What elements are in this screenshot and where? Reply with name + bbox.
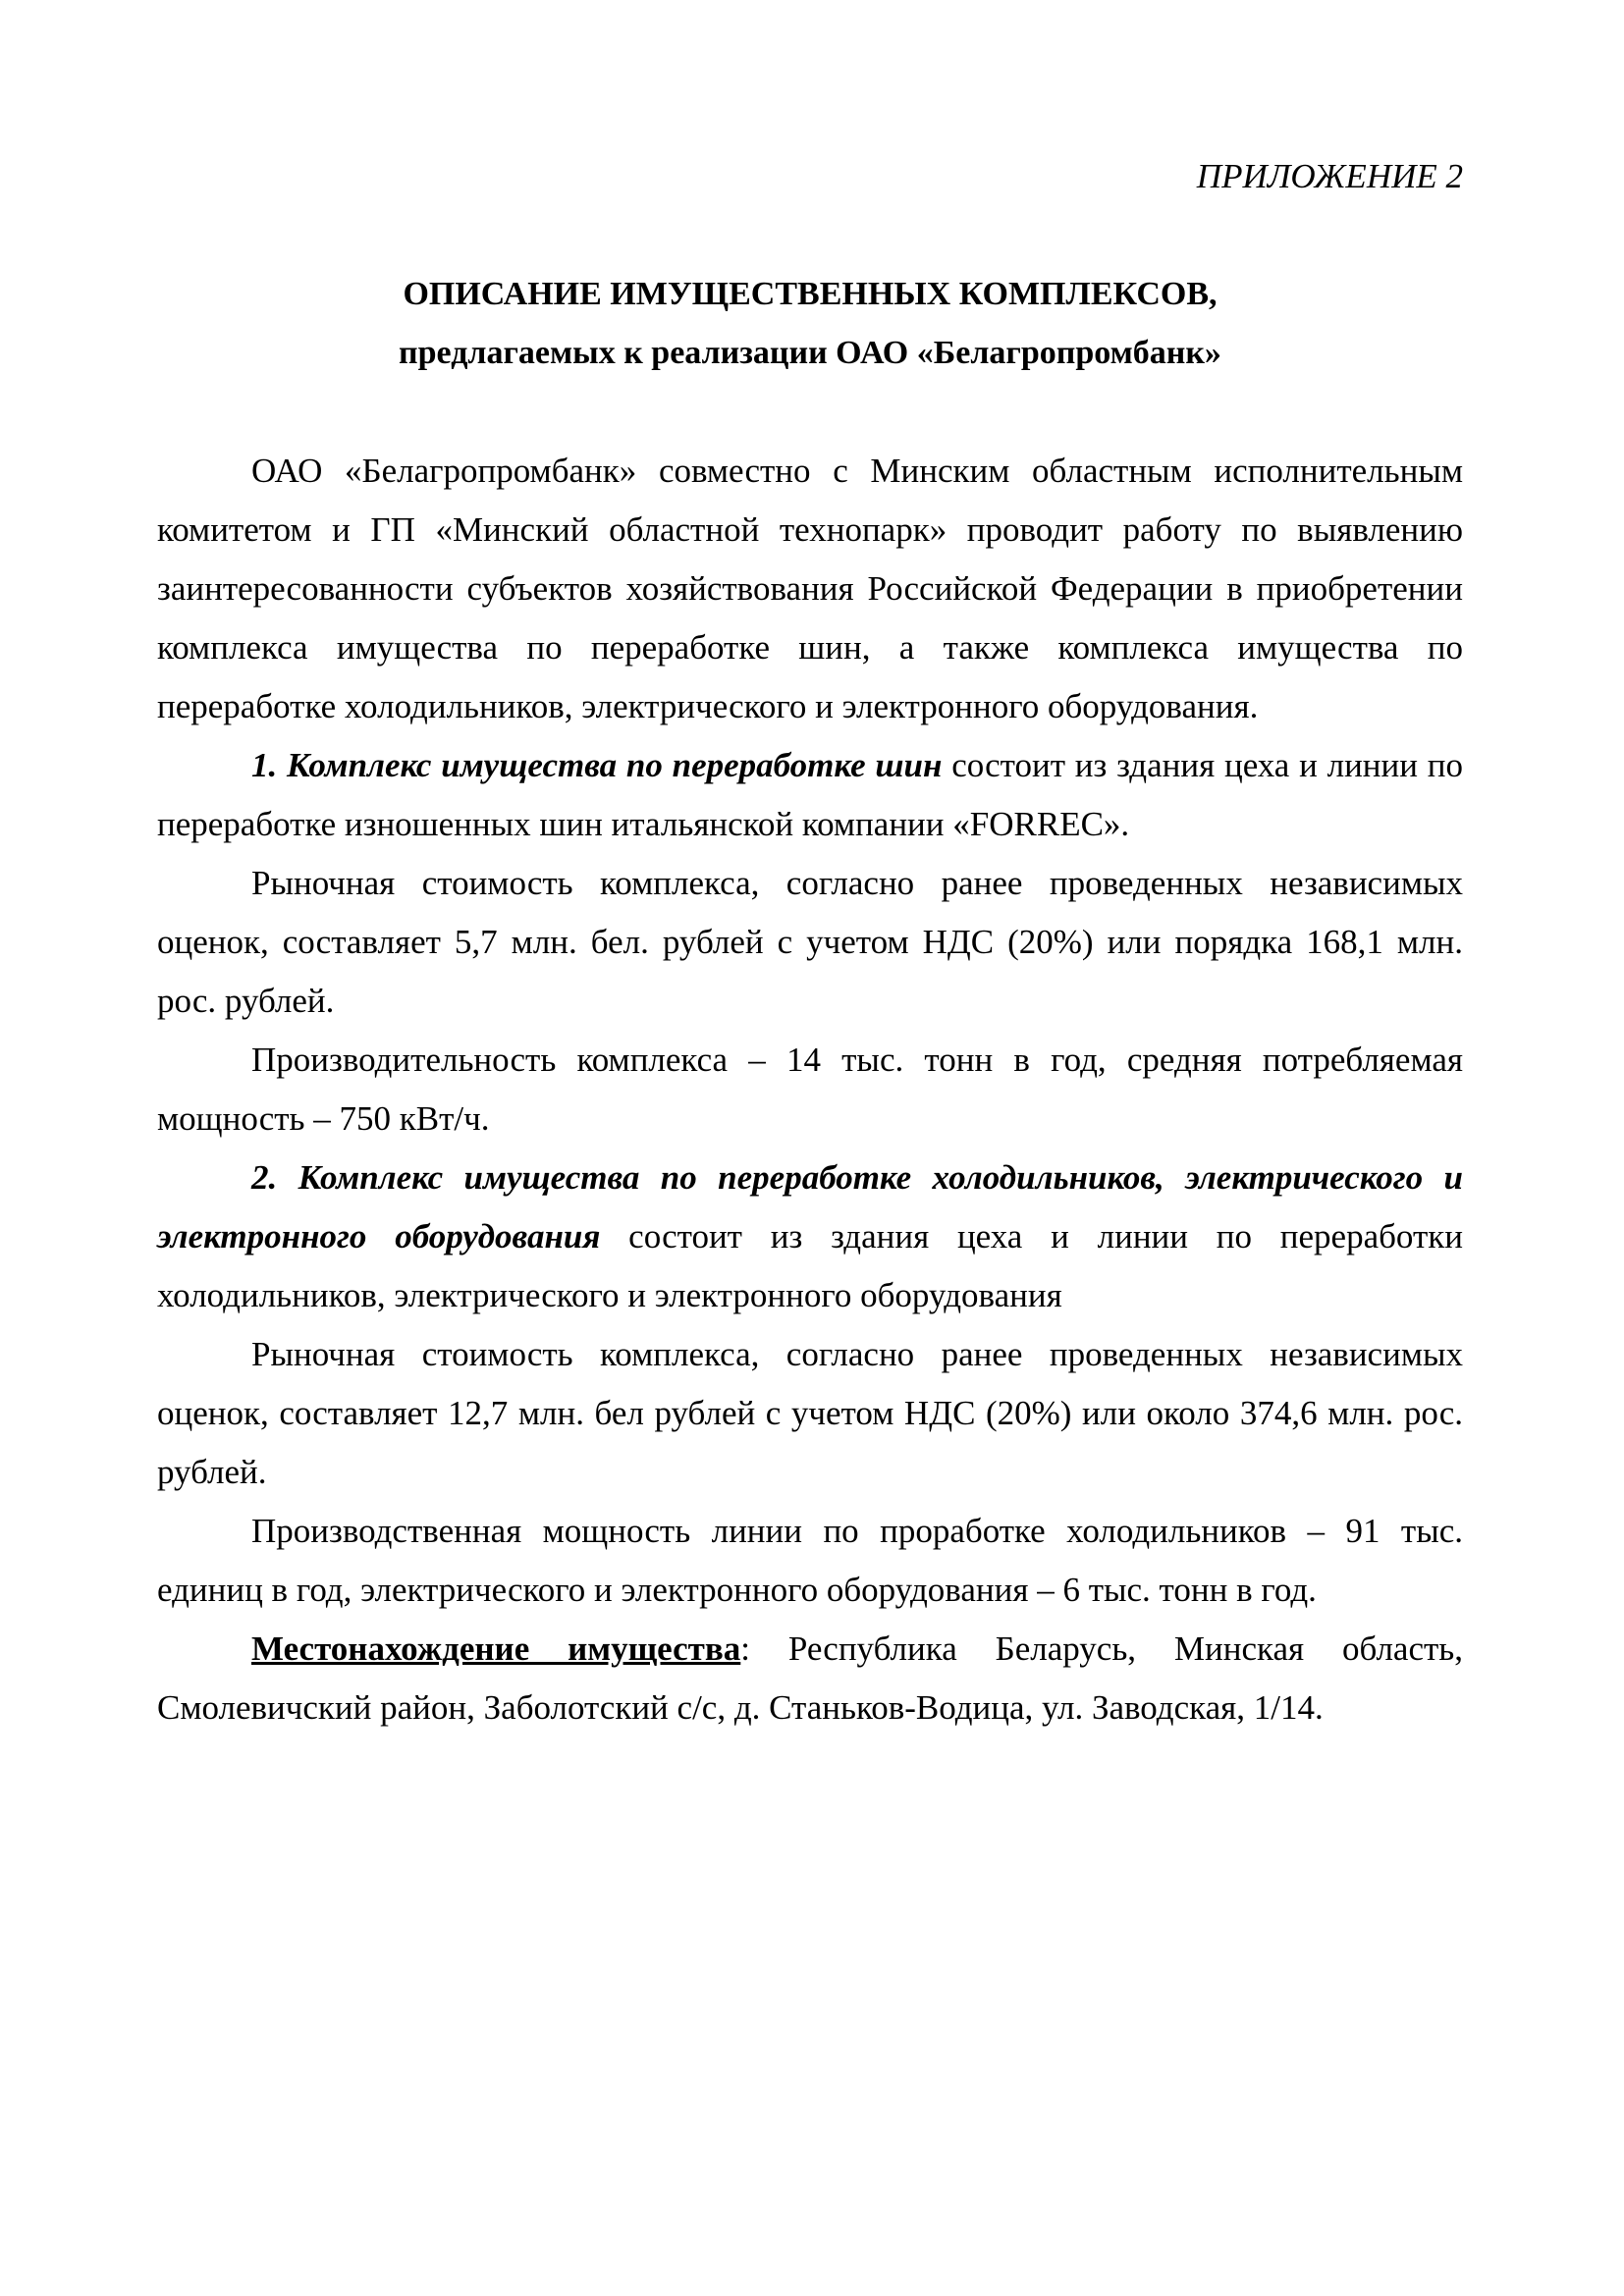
complex2-text: состоит из здания цеха и линии по переработки холодильников, электрического и электронного оборудования [157,1217,1464,1314]
document-subtitle: предлагаемых к реализации ОАО «Белагропромбанк» [399,335,1221,371]
complex1-text: состоит из здания цеха и линии по переработке изношенных шин итальянской компании «FORREC». [157,746,1464,843]
complex2-heading: 2. Комплекс имущества по переработке холодильников, электрического и электронного оборудования [157,1158,1463,1255]
location-label: Местонахождение имущества [251,1629,741,1668]
document-title: ОПИСАНИЕ ИМУЩЕСТВЕННЫХ КОМПЛЕКСОВ, [403,276,1218,312]
document-body [157,442,1463,1737]
location-paragraph [157,1620,1463,1737]
complex1-paragraph [157,736,1463,854]
complex1-heading: 1. Комплекс имущества по переработке шин [251,746,943,784]
document-page [157,147,1463,1737]
complex1-capacity-paragraph: Производительность комплекса – 14 тыс. тонн в год, средняя потребляемая мощность – 750 кВт/ч. [157,1041,1463,1138]
appendix-label: ПРИЛОЖЕНИЕ 2 [1196,157,1463,195]
complex2-capacity-paragraph: Производственная мощность линии по проработке холодильников – 91 тыс. единиц в год, электрического и электронного оборудования – 6 тыс. тонн в год. [157,1512,1463,1609]
complex2-value-paragraph: Рыночная стоимость комплекса, согласно ранее проведенных независимых оценок, составляет 12,7 млн. бел рублей с учетом НДС (20%) или около 374,6 млн. рос. рублей. [157,1335,1463,1491]
location-text: : Республика Беларусь, Минская область, Смолевичский район, Заболотский с/с, д. Станьков-Водица, ул. Заводская, 1/14. [157,1629,1463,1727]
intro-paragraph: ОАО «Белагропромбанк» совместно с Минским областным исполнительным комитетом и ГП «Минский областной технопарк» проводит работу по выявлению заинтересованности субъектов хозяйствования Российской Федерации в приобретении комплекса имущества по переработке шин, а также комплекса имущества по переработке холодильников, электрического и электронного оборудования. [157,452,1463,725]
complex2-paragraph [157,1148,1463,1325]
complex1-value-paragraph: Рыночная стоимость комплекса, согласно ранее проведенных независимых оценок, составляет 5,7 млн. бел. рублей с учетом НДС (20%) или порядка 168,1 млн. рос. рублей. [157,864,1463,1020]
